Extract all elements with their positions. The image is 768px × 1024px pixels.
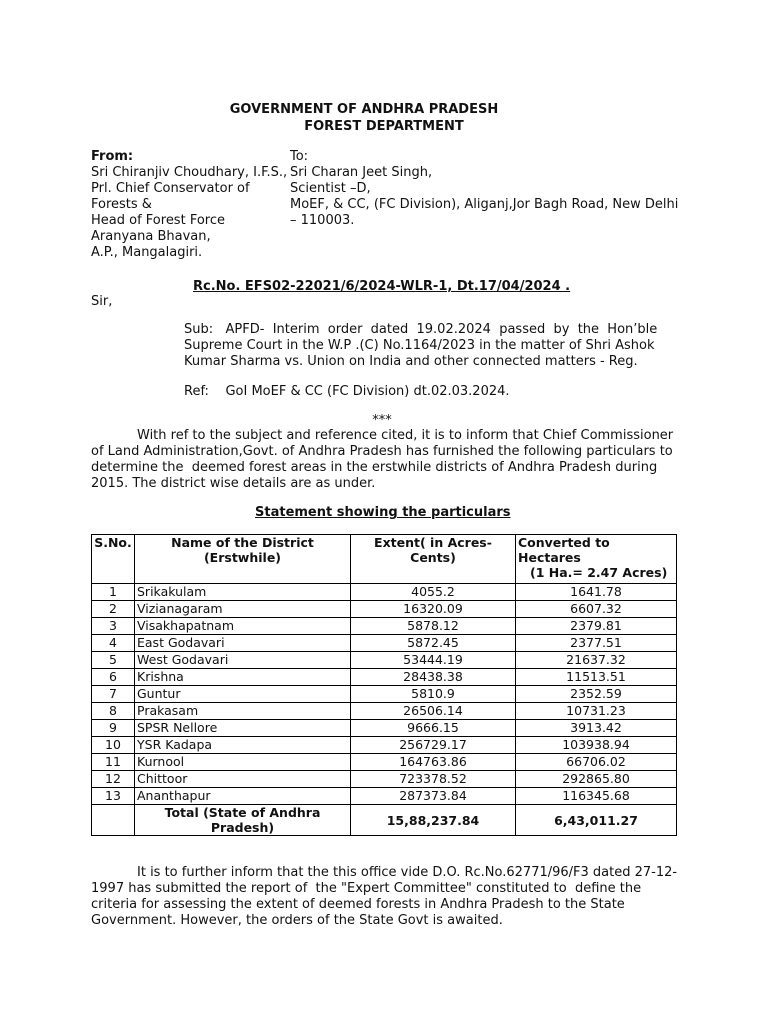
cell-sno: 6 [92,669,135,686]
cell-extent: 287373.84 [351,788,516,805]
reference-line: Ref: GoI MoEF & CC (FC Division) dt.02.03.2024. [184,384,510,399]
subject-block [184,322,676,370]
cell-hectares: 10731.23 [516,703,677,720]
to-line: Sri Charan Jeet Singh, [290,165,433,180]
table-row [92,737,677,754]
paragraph-line: of Land Administration,Govt. of Andhra Pradesh has furnished the following particulars to [91,444,673,459]
to-block [290,149,678,229]
body-paragraph [91,428,676,492]
cell-district: Ananthapur [135,788,351,805]
cell-sno: 10 [92,737,135,754]
cell-district: Prakasam [135,703,351,720]
table-header-row [92,535,677,584]
cell-extent: 4055.2 [351,584,516,601]
cell-extent: 5810.9 [351,686,516,703]
cell-district: East Godavari [135,635,351,652]
cell-hectares: 116345.68 [516,788,677,805]
cell-sno: 8 [92,703,135,720]
table-row [92,771,677,788]
cell-extent: 16320.09 [351,601,516,618]
header-hectares-line2: (1 Ha.= 2.47 Acres) [530,565,668,580]
cell-hectares: 2377.51 [516,635,677,652]
cell-sno: 3 [92,618,135,635]
cell-hectares: 21637.32 [516,652,677,669]
cell-district: Chittoor [135,771,351,788]
cell-district: Kurnool [135,754,351,771]
cell-district: West Godavari [135,652,351,669]
paragraph-line: 2015. The district wise details are as under. [91,476,376,491]
header-department: FOREST DEPARTMENT [304,119,464,134]
header-government: GOVERNMENT OF ANDHRA PRADESH [229,102,499,117]
table-total-row [92,805,677,836]
subject-line: Sub: APFD- Interim order dated 19.02.2024 passed by the Hon’ble [184,322,658,337]
header-sno: S.No. [92,535,135,584]
cell-total-sno [92,805,135,836]
paragraph-line: With ref to the subject and reference cited, it is to inform that Chief Commissioner [137,428,674,443]
header-hectares [516,535,677,584]
cell-district: YSR Kadapa [135,737,351,754]
cell-hectares: 66706.02 [516,754,677,771]
cell-district: SPSR Nellore [135,720,351,737]
cell-hectares: 6607.32 [516,601,677,618]
paragraph-line: determine the deemed forest areas in the erstwhile districts of Andhra Pradesh during [91,460,658,475]
header-extent: Extent( in Acres-Cents) [351,535,516,584]
from-line: Forests & [91,197,152,212]
table-row [92,754,677,771]
table-row [92,686,677,703]
cell-sno: 4 [92,635,135,652]
from-line: Aranyana Bhavan, [91,229,211,244]
cell-hectares: 292865.80 [516,771,677,788]
cell-district: Vizianagaram [135,601,351,618]
paragraph-line: Government. However, the orders of the State Govt is awaited. [91,913,503,928]
table-row [92,652,677,669]
cell-extent: 723378.52 [351,771,516,788]
from-line: Prl. Chief Conservator of [91,181,250,196]
cell-extent: 164763.86 [351,754,516,771]
from-line: Sri Chiranjiv Choudhary, I.F.S., [91,165,288,180]
cell-hectares: 1641.78 [516,584,677,601]
cell-district: Krishna [135,669,351,686]
subject-line: Supreme Court in the W.P .(C) No.1164/2023 in the matter of Shri Ashok [184,338,655,353]
cell-total-label: Total (State of Andhra Pradesh) [135,805,351,836]
statement-title: Statement showing the particulars [255,505,511,520]
cell-total-hectares: 6,43,011.27 [516,805,677,836]
from-block [91,149,287,261]
table-row [92,788,677,805]
table-row [92,720,677,737]
cell-sno: 12 [92,771,135,788]
to-line: – 110003. [290,213,355,228]
table-row [92,601,677,618]
cell-extent: 28438.38 [351,669,516,686]
from-label: From: [91,149,134,164]
cell-sno: 9 [92,720,135,737]
from-line: A.P., Mangalagiri. [91,245,203,260]
cell-sno: 7 [92,686,135,703]
cell-district: Visakhapatnam [135,618,351,635]
cell-hectares: 3913.42 [516,720,677,737]
paragraph-line: It is to further inform that the this office vide D.O. Rc.No.62771/96/F3 dated 27-12- [137,865,678,880]
subject-line: Kumar Sharma vs. Union on India and other connected matters - Reg. [184,354,638,369]
separator: *** [372,413,392,428]
from-line: Head of Forest Force [91,213,225,228]
table-row [92,584,677,601]
cell-district: Guntur [135,686,351,703]
cell-district: Srikakulam [135,584,351,601]
cell-extent: 9666.15 [351,720,516,737]
to-line: MoEF, & CC, (FC Division), Aliganj,Jor Bagh Road, New Delhi [290,197,679,212]
table-row [92,635,677,652]
cell-sno: 13 [92,788,135,805]
cell-sno: 11 [92,754,135,771]
paragraph-line: criteria for assessing the extent of deemed forests in Andhra Pradesh to the State [91,897,625,912]
salutation: Sir, [91,294,113,309]
table-row [92,669,677,686]
header-hectares-line1: Converted to Hectares [518,535,610,565]
reference-number: Rc.No. EFS02-22021/6/2024-WLR-1, Dt.17/04/2024 . [193,279,571,294]
cell-hectares: 2352.59 [516,686,677,703]
cell-hectares: 11513.51 [516,669,677,686]
cell-extent: 26506.14 [351,703,516,720]
cell-hectares: 2379.81 [516,618,677,635]
statement-table [91,534,677,836]
closing-paragraph [91,865,676,929]
to-line: Scientist –D, [290,181,371,196]
paragraph-line: 1997 has submitted the report of the "Expert Committee" constituted to define the [91,881,642,896]
cell-extent: 5872.45 [351,635,516,652]
cell-sno: 1 [92,584,135,601]
table-row [92,618,677,635]
cell-hectares: 103938.94 [516,737,677,754]
cell-extent: 5878.12 [351,618,516,635]
cell-extent: 53444.19 [351,652,516,669]
table-row [92,703,677,720]
cell-sno: 5 [92,652,135,669]
cell-sno: 2 [92,601,135,618]
cell-extent: 256729.17 [351,737,516,754]
header-district-name: Name of the District (Erstwhile) [135,535,351,584]
to-label: To: [290,149,309,164]
cell-total-extent: 15,88,237.84 [351,805,516,836]
